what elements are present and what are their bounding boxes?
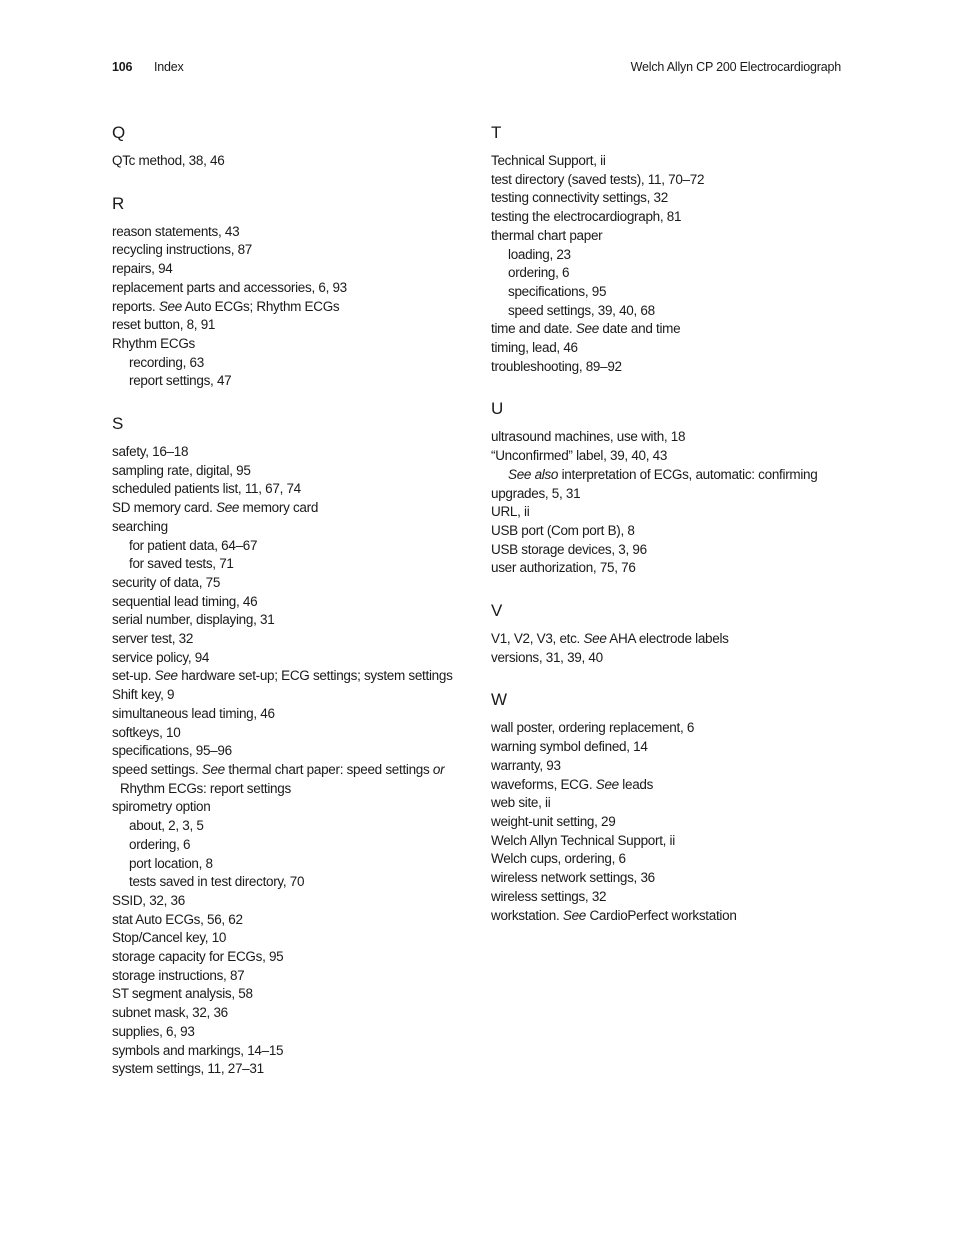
index-entry <box>491 559 851 578</box>
entry-text: safety, 16–18 <box>112 444 189 460</box>
index-entry <box>491 189 851 208</box>
see-reference: See <box>583 631 607 647</box>
see-reference: or <box>432 761 445 777</box>
index-entry <box>112 241 472 260</box>
reference-target: Auto ECGs; Rhythm ECGs <box>181 298 340 314</box>
index-subentry <box>112 873 472 892</box>
index-subentry <box>112 354 472 373</box>
see-reference: See <box>575 321 599 337</box>
entry-text: Welch Allyn Technical Support, ii <box>491 832 675 848</box>
entry-text: timing, lead, 46 <box>491 340 578 356</box>
index-entry <box>112 1060 472 1079</box>
index-letter-heading: S <box>112 414 124 434</box>
entry-text: ultrasound machines, use with, 18 <box>491 429 686 445</box>
index-subentry <box>491 466 851 485</box>
entry-text: Shift key, 9 <box>112 687 175 703</box>
index-entry <box>112 518 472 537</box>
index-entry <box>491 757 851 776</box>
entry-text: system settings, 11, 27–31 <box>112 1061 264 1077</box>
entry-text: for saved tests, 71 <box>129 556 234 572</box>
index-entry <box>491 888 851 907</box>
entry-text: V1, V2, V3, etc. <box>491 631 584 647</box>
index-column-left <box>112 123 472 1079</box>
entry-text: replacement parts and accessories, 6, 93 <box>112 279 347 295</box>
index-entry <box>491 850 851 869</box>
entry-text: service policy, 94 <box>112 649 210 665</box>
index-entry <box>112 724 472 743</box>
entry-text: repairs, 94 <box>112 261 173 277</box>
reference-target: interpretation of ECGs, automatic: confirming <box>558 466 818 482</box>
index-entry <box>112 443 472 462</box>
entry-text: specifications, 95–96 <box>112 743 232 759</box>
entry-text: sequential lead timing, 46 <box>112 593 258 609</box>
entry-text: SD memory card. <box>112 500 216 516</box>
entry-text: QTc method, 38, 46 <box>112 153 225 168</box>
index-entry <box>491 907 851 926</box>
entry-text: weight-unit setting, 29 <box>491 813 616 829</box>
entry-text: tests saved in test directory, 70 <box>129 874 305 890</box>
index-entry <box>112 480 472 499</box>
index-entry <box>112 911 472 930</box>
entry-text: stat Auto ECGs, 56, 62 <box>112 911 243 927</box>
entry-text: web site, ii <box>491 795 551 811</box>
index-entry <box>112 611 472 630</box>
index-entry <box>491 541 851 560</box>
entry-text: thermal chart paper <box>491 227 603 243</box>
see-reference: See <box>562 907 587 923</box>
entry-text: speed settings, 39, 40, 68 <box>508 302 655 318</box>
reference-target: leads <box>618 776 654 792</box>
see-reference: See also <box>508 466 559 482</box>
index-entry <box>491 776 851 795</box>
entry-text: serial number, displaying, 31 <box>112 612 275 628</box>
index-entry <box>112 1023 472 1042</box>
index-entry <box>112 985 472 1004</box>
entry-text: ordering, 6 <box>129 836 191 852</box>
entry-text: storage capacity for ECGs, 95 <box>112 949 284 965</box>
index-entry <box>491 358 851 377</box>
entry-text: speed settings. <box>112 761 202 777</box>
entry-text: URL, ii <box>491 504 530 520</box>
entry-text: ordering, 6 <box>508 265 570 281</box>
entry-text: subnet mask, 32, 36 <box>112 1005 228 1021</box>
entry-text: for patient data, 64–67 <box>129 537 258 553</box>
index-entry <box>112 686 472 705</box>
index-subentry <box>112 537 472 556</box>
entry-text: recycling instructions, 87 <box>112 242 253 258</box>
section-gap <box>112 391 472 414</box>
index-letter-heading: Q <box>112 123 126 142</box>
index-entry <box>112 667 472 686</box>
reference-target: date and time <box>598 321 681 337</box>
index-entry <box>491 649 851 668</box>
reference-target: memory card <box>239 500 319 516</box>
index-entry <box>491 794 851 813</box>
index-entry <box>491 485 851 504</box>
entry-text: warranty, 93 <box>491 757 561 773</box>
entry-text: wireless settings, 32 <box>491 888 607 904</box>
reference-target: CardioPerfect workstation <box>586 907 737 923</box>
index-entry <box>491 630 851 649</box>
entry-text: specifications, 95 <box>508 283 607 299</box>
index-entry <box>112 223 472 242</box>
entry-text: testing the electrocardiograph, 81 <box>491 209 682 225</box>
index-entry <box>112 630 472 649</box>
index-entry <box>112 462 472 481</box>
index-column-right <box>491 123 851 925</box>
section-gap <box>112 171 472 194</box>
entry-text: report settings, 47 <box>129 373 232 389</box>
index-entry <box>112 279 472 298</box>
index-letter-heading: T <box>491 123 502 142</box>
entry-text: time and date. <box>491 321 576 337</box>
index-entry <box>491 522 851 541</box>
index-subentry <box>112 817 472 836</box>
index-subentry <box>491 283 851 302</box>
entry-text: simultaneous lead timing, 46 <box>112 705 275 721</box>
index-subentry <box>112 836 472 855</box>
section-title: Index <box>154 60 184 74</box>
index-entry <box>112 152 472 171</box>
index-letter-heading: W <box>491 690 508 710</box>
index-entry <box>491 339 851 358</box>
section-gap <box>491 376 851 399</box>
entry-text: ST segment analysis, 58 <box>112 986 253 1002</box>
entry-text: upgrades, 5, 31 <box>491 485 581 501</box>
entry-text: searching <box>112 518 168 534</box>
index-entry <box>112 892 472 911</box>
index-entry <box>491 832 851 851</box>
index-subentry <box>112 855 472 874</box>
index-entry <box>112 298 472 317</box>
entry-text: testing connectivity settings, 32 <box>491 190 668 206</box>
index-entry <box>112 574 472 593</box>
index-entry <box>112 1042 472 1061</box>
index-letter-heading: V <box>491 601 503 621</box>
index-subentry <box>491 264 851 283</box>
index-letter-heading: R <box>112 193 125 213</box>
index-letter-heading: U <box>491 399 504 419</box>
entry-text: Technical Support, ii <box>491 153 606 168</box>
entry-text: server test, 32 <box>112 631 194 647</box>
index-entry <box>112 705 472 724</box>
entry-text: SSID, 32, 36 <box>112 892 185 908</box>
entry-text: Rhythm ECGs: report settings <box>120 780 291 796</box>
see-reference: See <box>158 298 182 314</box>
index-entry <box>112 316 472 335</box>
index-entry <box>491 447 851 466</box>
reference-target: AHA electrode labels <box>606 631 729 647</box>
entry-text: spirometry option <box>112 799 211 815</box>
index-entry <box>112 798 472 817</box>
entry-text: sampling rate, digital, 95 <box>112 462 251 478</box>
entry-text: port location, 8 <box>129 855 213 871</box>
entry-text: supplies, 6, 93 <box>112 1023 195 1039</box>
entry-text: security of data, 75 <box>112 574 221 590</box>
index-entry <box>491 227 851 246</box>
entry-text: scheduled patients list, 11, 67, 74 <box>112 481 301 497</box>
entry-text: recording, 63 <box>129 354 204 370</box>
entry-text: wall poster, ordering replacement, 6 <box>491 720 695 736</box>
index-entry <box>491 320 851 339</box>
entry-text: Welch cups, ordering, 6 <box>491 851 626 867</box>
entry-text: symbols and markings, 14–15 <box>112 1042 284 1058</box>
page-number: 106 <box>112 60 133 74</box>
entry-text: USB storage devices, 3, 96 <box>491 541 647 557</box>
section-gap <box>491 578 851 601</box>
entry-text: test directory (saved tests), 11, 70–72 <box>491 171 705 187</box>
index-entry <box>491 152 851 171</box>
index-entry <box>491 738 851 757</box>
index-entry <box>112 967 472 986</box>
see-reference: See <box>595 776 619 792</box>
entry-text: about, 2, 3, 5 <box>129 818 204 834</box>
index-subentry <box>112 372 472 391</box>
index-entry <box>491 813 851 832</box>
index-subentry <box>491 302 851 321</box>
entry-text: workstation. <box>491 907 563 923</box>
see-reference: See <box>215 500 240 516</box>
index-entry <box>491 208 851 227</box>
index-entry <box>112 1004 472 1023</box>
entry-text: warning symbol defined, 14 <box>491 739 648 755</box>
see-reference: See <box>154 668 178 684</box>
index-entry <box>112 499 472 518</box>
index-entry <box>112 742 472 761</box>
section-gap <box>491 667 851 690</box>
entry-text: loading, 23 <box>508 246 571 262</box>
entry-text: set-up. <box>112 668 155 684</box>
index-entry <box>112 929 472 948</box>
entry-text: Rhythm ECGs <box>112 335 195 351</box>
entry-text: USB port (Com port B), 8 <box>491 522 635 538</box>
reference-target: hardware set-up; ECG settings; system settings <box>177 668 453 684</box>
index-entry <box>491 171 851 190</box>
entry-text: storage instructions, 87 <box>112 967 245 983</box>
index-subentry <box>112 555 472 574</box>
reference-target: thermal chart paper: speed settings <box>224 761 433 777</box>
entry-text: reason statements, 43 <box>112 223 240 239</box>
entry-text: waveforms, ECG. <box>491 776 596 792</box>
index-entry <box>112 335 472 354</box>
entry-text: “Unconfirmed” label, 39, 40, 43 <box>491 448 668 464</box>
entry-text: user authorization, 75, 76 <box>491 560 636 576</box>
index-entry <box>112 948 472 967</box>
entry-text: versions, 31, 39, 40 <box>491 649 603 665</box>
entry-text: troubleshooting, 89–92 <box>491 358 622 374</box>
index-entry <box>112 593 472 612</box>
entry-text: wireless network settings, 36 <box>491 870 655 886</box>
index-entry <box>112 649 472 668</box>
entry-text: reports. <box>112 298 159 314</box>
document-title: Welch Allyn CP 200 Electrocardiograph <box>630 60 841 74</box>
index-entry <box>491 869 851 888</box>
index-entry <box>112 780 472 799</box>
entry-text: softkeys, 10 <box>112 724 181 740</box>
index-subentry <box>491 246 851 265</box>
see-reference: See <box>201 761 225 777</box>
entry-text: Stop/Cancel key, 10 <box>112 930 227 946</box>
index-entry <box>112 761 472 780</box>
index-entry <box>491 428 851 447</box>
entry-text: reset button, 8, 91 <box>112 317 216 333</box>
index-entry <box>491 719 851 738</box>
index-entry <box>491 503 851 522</box>
index-entry <box>112 260 472 279</box>
